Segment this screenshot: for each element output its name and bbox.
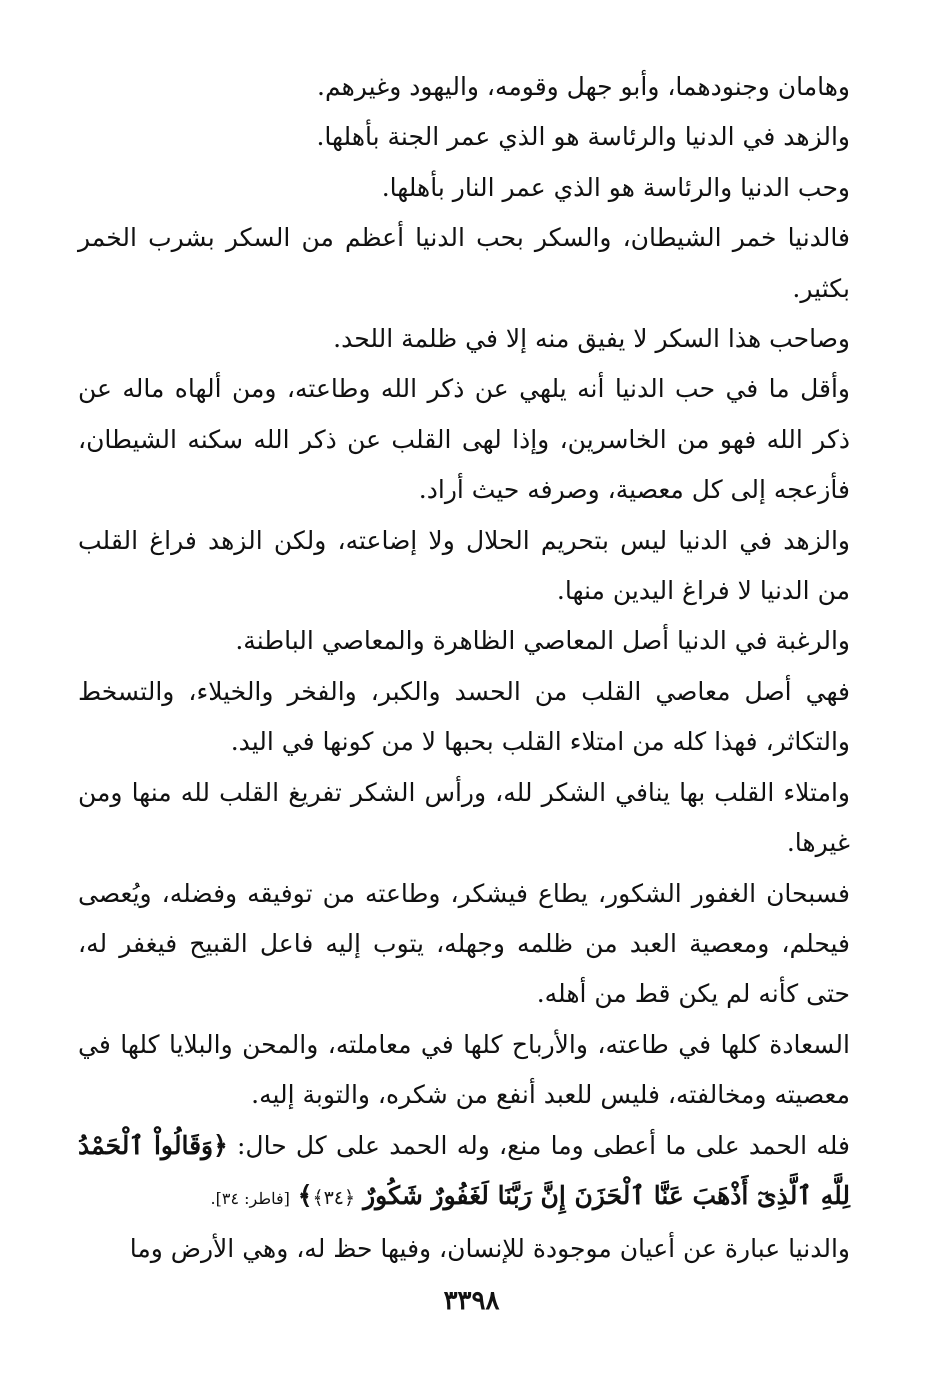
paragraph-2: والزهد في الدنيا والرئاسة هو الذي عمر الجنة بأهلها. (316, 122, 850, 152)
paragraph-11: فسبحان الغفور الشكور، يطاع فيشكر، وطاعته من توفيقه وفضله، ويُعصى فيحلم، ومعصية العبد من ظلمه وجهله، يتوب إليه فاعل القبيح فيغفر له، حتى كأنه لم يكن قط من أهله. (78, 878, 850, 1009)
paragraph-9: فهي أصل معاصي القلب من الحسد والكبر، والفخر والخيلاء، والتسخط والتكاثر، فهذا كله من امتلاء القلب بحبها لا من كونها في اليد. (78, 676, 850, 757)
paragraph-5: وصاحب هذا السكر لا يفيق منه إلا في ظلمة اللحد. (333, 324, 850, 354)
quran-paragraph (78, 1121, 850, 1225)
paragraph-10: وامتلاء القلب بها ينافي الشكر لله، ورأس الشكر تفريغ القلب لله منها ومن غيرها. (78, 777, 850, 858)
paragraph-1: وهامان وجنودهما، وأبو جهل وقومه، واليهود وغيرهم. (317, 72, 850, 101)
page-number: ٣٣٩٨ (443, 1286, 500, 1316)
paragraph-last: والدنيا عبارة عن أعيان موجودة للإنسان، وفيها حظ له، وهي الأرض وما (129, 1234, 850, 1264)
quran-verse: ﴿وَقَالُواْ ٱلْحَمْدُ لِلَّهِ ٱلَّذِىٓ أَذْهَبَ عَنَّا ٱلْحَزَنَ إِنَّ رَبَّنَا لَغَفُورٌ شَكُورٌ (78, 1130, 850, 1210)
quran-verse-close: ﴾ (297, 1180, 313, 1210)
paragraph-7: والزهد في الدنيا ليس بتحريم الحلال ولا إضاعته، ولكن الزهد فراغ القلب من الدنيا لا فراغ اليدين منها. (78, 525, 850, 606)
quran-reference: [فاطر: ٣٤]. (210, 1188, 290, 1208)
quran-intro: فله الحمد على ما أعطى وما منع، وله الحمد على كل حال: (227, 1130, 850, 1160)
paragraph-4: فالدنيا خمر الشيطان، والسكر بحب الدنيا أعظم من السكر بشرب الخمر بكثير. (78, 223, 850, 303)
ayah-number-marker: ﴿٣٤﴾ (312, 1186, 356, 1209)
paragraph-12: السعادة كلها في طاعته، والأرباح كلها في معاملته، والمحن والبلايا كلها في معصيته ومخالفته، فليس للعبد أنفع من شكره، والتوبة إليه. (78, 1029, 850, 1110)
paragraph-3: وحب الدنيا والرئاسة هو الذي عمر النار بأهلها. (381, 172, 850, 202)
paragraph-6: وأقل ما في حب الدنيا أنه يلهي عن ذكر الله وطاعته، ومن ألهاه ماله عن ذكر الله فهو من الخاسرين، وإذا لهى القلب عن ذكر الله سكنه الشيطان، فأزعجه إلى كل معصية، وصرفه حيث أراد. (78, 374, 850, 505)
paragraph-8: والرغبة في الدنيا أصل المعاصي الظاهرة والمعاصي الباطنة. (235, 626, 850, 656)
body-text (78, 62, 850, 1275)
